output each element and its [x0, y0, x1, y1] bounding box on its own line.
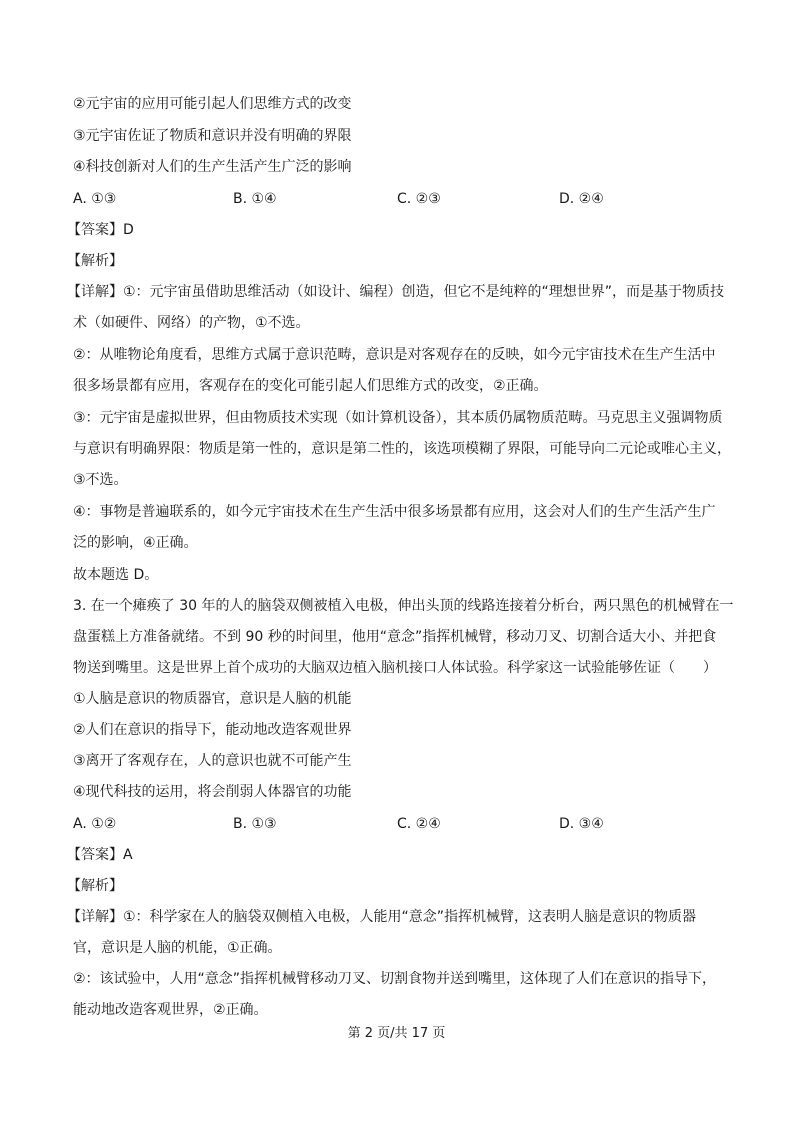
q2-detail-line: ③不选。 [73, 472, 128, 488]
q3-stem-line: 3. 在一个瘫痪了 30 年的人的脑袋双侧被植入电极，伸出头顶的线路连接着分析台，两只黑色的机械臂在一 [73, 598, 734, 614]
q3-option-c: C. ②④ [397, 816, 441, 832]
q3-item-3: ③离开了客观存在，人的意识也就不可能产生 [73, 753, 352, 769]
q2-options [73, 189, 733, 209]
q2-item-2: ②元宇宙的应用可能引起人们思维方式的改变 [73, 96, 352, 112]
q2-detail-line: ③：元宇宙是虚拟世界，但由物质技术实现（如计算机设备），其本质仍属物质范畴。马克思主义强调物质 [73, 410, 723, 426]
q2-option-a: A. ①③ [73, 191, 117, 207]
q2-detail-line: 【详解】①：元宇宙虽借助思维活动（如设计、编程）创造，但它不是纯粹的“理想世界”，而是基于物质技 [67, 284, 725, 300]
q2-detail-line: 与意识有明确界限：物质是第一性的，意识是第二性的，该选项模糊了界限，可能导向二元论或唯心主义， [73, 441, 731, 457]
q3-option-d: D. ③④ [559, 816, 604, 832]
q2-analysis-label: 【解析】 [67, 253, 123, 269]
q2-option-b: B. ①④ [233, 191, 277, 207]
page-footer: 第 2 页/共 17 页 [347, 1026, 446, 1041]
q3-item-2: ②人们在意识的指导下，能动地改造客观世界 [73, 722, 352, 738]
q3-analysis-label: 【解析】 [67, 878, 123, 894]
q3-stem-line: 物送到嘴里。这是世界上首个成功的大脑双边植入脑机接口人体试验。科学家这一试验能够佐证（ ） [73, 660, 717, 676]
q2-detail-line: ④：事物是普遍联系的，如今元宇宙技术在生产生活中很多场景都有应用，这会对人们的生产生活产生广 [73, 504, 716, 520]
q2-option-d: D. ②④ [559, 191, 604, 207]
q2-item-3: ③元宇宙佐证了物质和意识并没有明确的界限 [73, 128, 352, 144]
q2-detail-line: 术（如硬件、网络）的产物，①不选。 [73, 315, 310, 331]
q3-options [73, 814, 733, 834]
q3-option-b: B. ①③ [233, 816, 277, 832]
q2-detail-line: 泛的影响，④正确。 [73, 535, 198, 551]
q3-item-4: ④现代科技的运用，将会削弱人体器官的功能 [73, 784, 352, 800]
q3-item-1: ①人脑是意识的物质器官，意识是人脑的机能 [73, 691, 352, 707]
q3-stem-line: 盘蛋糕上方准备就绪。不到 90 秒的时间里，他用“意念”指挥机械臂，移动刀叉、切割合适大小、并把食 [73, 629, 717, 645]
q2-item-4: ④科技创新对人们的生产生活产生广泛的影响 [73, 159, 352, 175]
q3-option-a: A. ①② [73, 816, 117, 832]
q2-conclusion: 故本题选 D。 [73, 567, 159, 583]
q3-detail-line: ②：该试验中，人用“意念”指挥机械臂移动刀叉、切割食物并送到嘴里，这体现了人们在意识的指导下， [73, 971, 717, 987]
q2-detail-line: ②：从唯物论角度看，思维方式属于意识范畴，意识是对客观存在的反映，如今元宇宙技术在生产生活中 [73, 347, 716, 363]
q2-detail-line: 很多场景都有应用，客观存在的变化可能引起人们思维方式的改变，②正确。 [73, 378, 548, 394]
q2-option-c: C. ②③ [397, 191, 441, 207]
q3-detail-line: 能动地改造客观世界，②正确。 [73, 1002, 268, 1018]
q3-answer: 【答案】A [67, 847, 133, 863]
q2-answer: 【答案】D [67, 222, 134, 238]
q3-detail-line: 官，意识是人脑的机能，①正确。 [73, 940, 282, 956]
q3-detail-line: 【详解】①：科学家在人的脑袋双侧植入电极，人能用“意念”指挥机械臂，这表明人脑是意识的物质器 [67, 909, 697, 925]
